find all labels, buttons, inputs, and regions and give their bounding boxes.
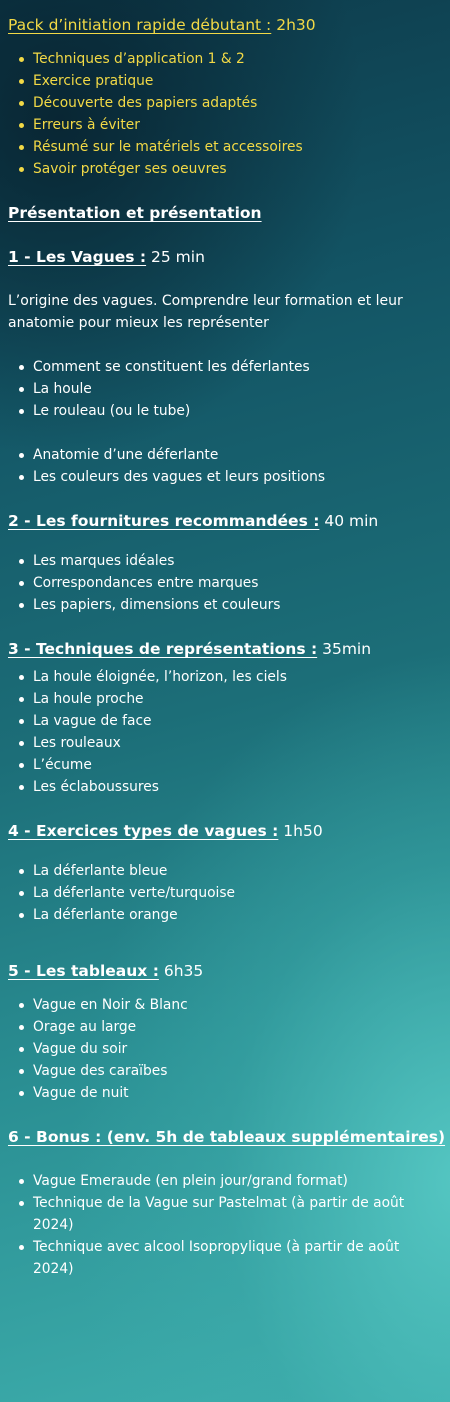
section-3-label: 3 - Techniques de représentations : xyxy=(8,640,318,658)
list-item: La déferlante verte/turquoise xyxy=(18,882,442,904)
section-1-duration: 25 min xyxy=(151,248,205,266)
list-item: La déferlante orange xyxy=(18,904,442,926)
section-6-heading xyxy=(8,1126,446,1148)
presentation-title: Présentation et présentation xyxy=(8,204,262,222)
list-item: La houle xyxy=(18,378,442,400)
section-2-duration: 40 min xyxy=(324,512,379,530)
section-1-intro: L’origine des vagues. Comprendre leur formation et leur anatomie pour mieux les représenter xyxy=(8,293,403,331)
list-item: Technique de la Vague sur Pastelmat (à partir de août 2024) xyxy=(18,1192,442,1236)
list-item: Vague de nuit xyxy=(18,1082,442,1104)
list-item: Anatomie d’une déferlante xyxy=(18,444,442,466)
section-5-list xyxy=(8,994,442,1104)
list-item: Le rouleau (ou le tube) xyxy=(18,400,442,422)
section-3-list xyxy=(8,666,442,798)
section-3-duration: 35min xyxy=(322,640,372,658)
list-item: Les rouleaux xyxy=(18,732,442,754)
list-item: Correspondances entre marques xyxy=(18,572,442,594)
pack-list xyxy=(8,48,442,180)
list-item: Découverte des papiers adaptés xyxy=(18,92,442,114)
list-item: Comment se constituent les déferlantes xyxy=(18,356,442,378)
list-item: Technique avec alcool Isopropylique (à partir de août 2024) xyxy=(18,1236,442,1280)
list-item: L’écume xyxy=(18,754,442,776)
section-5-label: 5 - Les tableaux : xyxy=(8,962,159,980)
pack-title-label: Pack d’initiation rapide débutant : xyxy=(8,16,272,34)
section-5-duration: 6h35 xyxy=(163,962,204,980)
list-item: Vague des caraïbes xyxy=(18,1060,442,1082)
section-6-label: 6 - Bonus : (env. 5h de tableaux supplémentaires) xyxy=(8,1128,446,1146)
section-1-heading xyxy=(8,246,442,268)
section-4-heading xyxy=(8,820,442,842)
section-4-duration: 1h50 xyxy=(283,822,323,840)
list-item: Les éclaboussures xyxy=(18,776,442,798)
section-2-heading xyxy=(8,510,442,532)
list-item: Savoir protéger ses oeuvres xyxy=(18,158,442,180)
list-item: La houle éloignée, l’horizon, les ciels xyxy=(18,666,442,688)
list-item: La houle proche xyxy=(18,688,442,710)
list-item: Résumé sur le matériels et accessoires xyxy=(18,136,442,158)
list-item: Techniques d’application 1 & 2 xyxy=(18,48,442,70)
presentation-heading xyxy=(8,202,442,224)
list-item: Vague en Noir & Blanc xyxy=(18,994,442,1016)
section-1-label: 1 - Les Vagues : xyxy=(8,248,147,266)
section-5-heading xyxy=(8,960,442,982)
course-content xyxy=(0,14,450,1402)
section-4-label: 4 - Exercices types de vagues : xyxy=(8,822,279,840)
list-item: La déferlante bleue xyxy=(18,860,442,882)
list-item: Vague Emeraude (en plein jour/grand format) xyxy=(18,1170,442,1192)
pack-title xyxy=(8,14,442,36)
pack-title-duration: 2h30 xyxy=(276,16,316,34)
section-2-list xyxy=(8,550,442,616)
section-4-list xyxy=(8,860,442,926)
section-2-label: 2 - Les fournitures recommandées : xyxy=(8,512,320,530)
list-item: Vague du soir xyxy=(18,1038,442,1060)
list-item: Les marques idéales xyxy=(18,550,442,572)
list-item: Orage au large xyxy=(18,1016,442,1038)
section-3-heading xyxy=(8,638,442,660)
list-item: Les couleurs des vagues et leurs positions xyxy=(18,466,442,488)
list-item: Erreurs à éviter xyxy=(18,114,442,136)
list-item: Les papiers, dimensions et couleurs xyxy=(18,594,442,616)
list-item: Exercice pratique xyxy=(18,70,442,92)
list-item: La vague de face xyxy=(18,710,442,732)
section-1-list-a xyxy=(8,356,442,422)
section-1-list-b xyxy=(8,444,442,488)
section-6-list xyxy=(8,1170,442,1280)
